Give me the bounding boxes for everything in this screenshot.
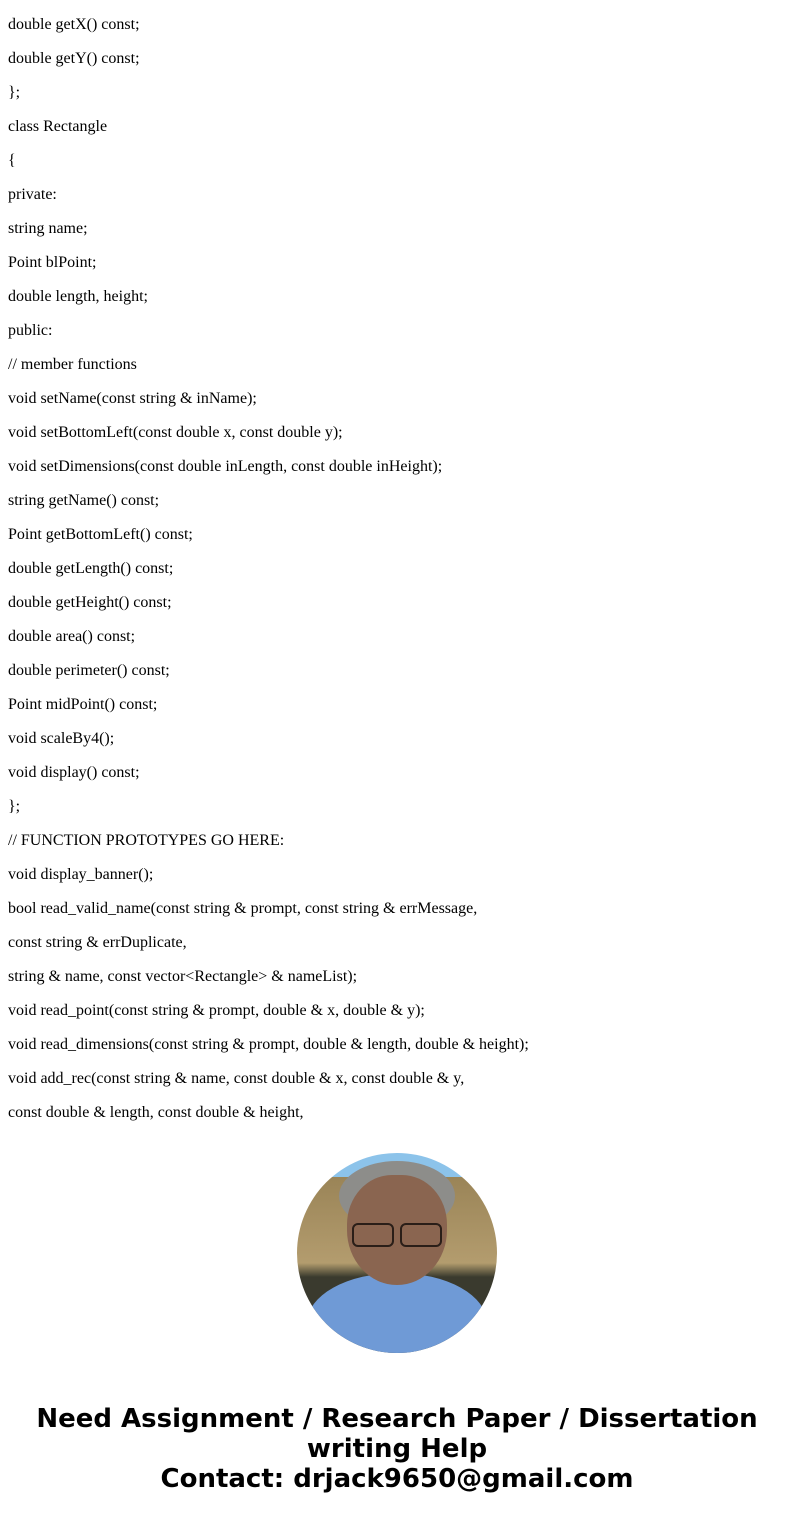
code-line: void display() const;: [8, 764, 140, 781]
code-line: Point midPoint() const;: [8, 696, 158, 713]
code-line: string & name, const vector<Rectangle> & nameList);: [8, 968, 358, 985]
code-line: double getX() const;: [8, 16, 140, 33]
code-listing: [8, 16, 529, 1138]
code-line: void read_dimensions(const string & prompt, double & length, double & height);: [8, 1036, 529, 1053]
code-line: public:: [8, 322, 53, 339]
code-line: };: [8, 798, 21, 815]
code-line: private:: [8, 186, 57, 203]
code-line: void setName(const string & inName);: [8, 390, 257, 407]
code-line: double length, height;: [8, 288, 148, 305]
code-line: // FUNCTION PROTOTYPES GO HERE:: [8, 832, 285, 849]
code-line: double area() const;: [8, 628, 136, 645]
avatar-shirt: [307, 1273, 487, 1353]
code-line: void add_rec(const string & name, const double & x, const double & y,: [8, 1070, 465, 1087]
glasses-icon: [352, 1223, 442, 1245]
code-line: string name;: [8, 220, 88, 237]
banner-contact: Contact: drjack9650@gmail.com: [160, 1464, 634, 1494]
code-line: // member functions: [8, 356, 137, 373]
contact-banner: [0, 1404, 794, 1494]
code-line: void display_banner();: [8, 866, 154, 883]
code-line: double perimeter() const;: [8, 662, 170, 679]
code-line: };: [8, 84, 21, 101]
code-line: void read_point(const string & prompt, double & x, double & y);: [8, 1002, 425, 1019]
code-line: bool read_valid_name(const string & prompt, const string & errMessage,: [8, 900, 478, 917]
code-line: double getY() const;: [8, 50, 140, 67]
code-line: Point blPoint;: [8, 254, 97, 271]
code-line: class Rectangle: [8, 118, 108, 135]
code-line: {: [8, 152, 16, 169]
code-line: const double & length, const double & height,: [8, 1104, 304, 1121]
code-line: void setDimensions(const double inLength, const double inHeight);: [8, 458, 443, 475]
code-line: void setBottomLeft(const double x, const double y);: [8, 424, 343, 441]
banner-line-1: Need Assignment / Research Paper / Dissertation: [36, 1404, 758, 1434]
banner-line-2: writing Help: [306, 1434, 488, 1464]
author-avatar: [297, 1153, 497, 1353]
code-line: const string & errDuplicate,: [8, 934, 187, 951]
code-line: string getName() const;: [8, 492, 160, 509]
code-line: void scaleBy4();: [8, 730, 115, 747]
code-line: Point getBottomLeft() const;: [8, 526, 193, 543]
code-line: double getLength() const;: [8, 560, 174, 577]
code-line: double getHeight() const;: [8, 594, 172, 611]
